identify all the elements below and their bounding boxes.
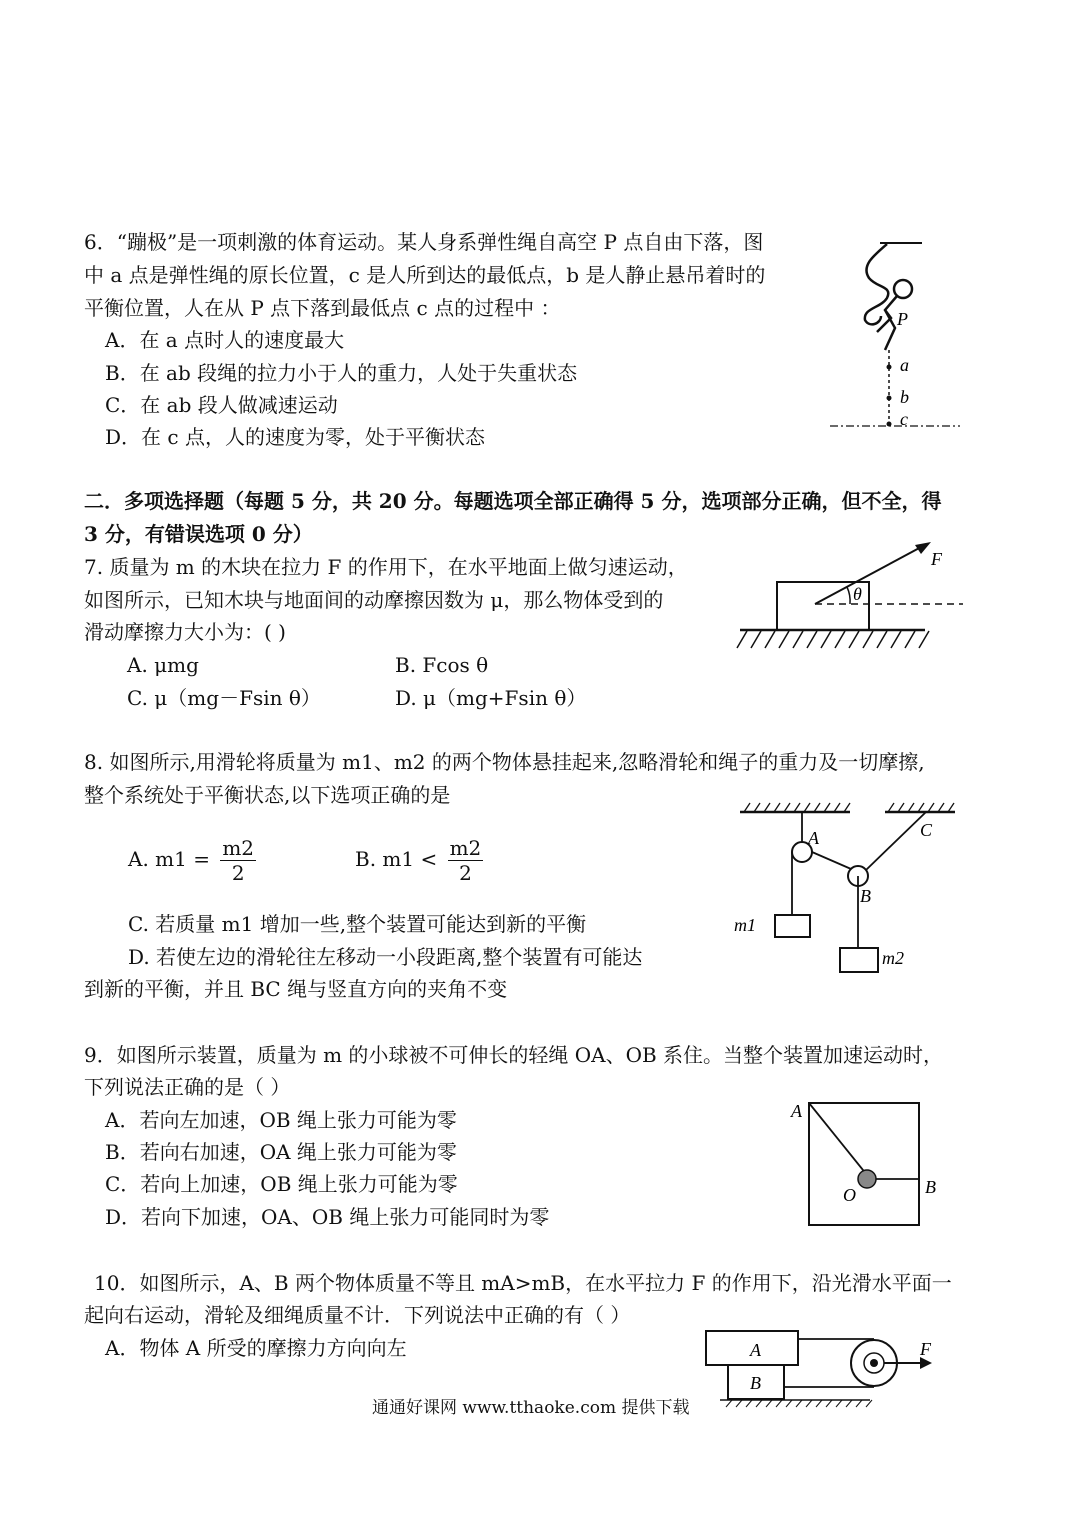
- q9-option-d: D．若向下加速，OA、OB 绳上张力可能同时为零: [105, 1205, 550, 1229]
- q6-line-3: 平衡位置，人在从 P 点下落到最低点 c 点的过程中 ：: [84, 296, 561, 320]
- section-2-heading-line-1: 二．多项选择题（每题 5 分，共 20 分。每题选项全部正确得 5 分，选项部分正确，但不全，得: [84, 489, 942, 513]
- q8-option-b-fraction: [448, 836, 484, 885]
- q10-blocks-figure: [700, 1325, 945, 1415]
- q7-line-3: 滑动摩擦力大小为：( ): [84, 620, 286, 644]
- q9-option-a: A．若向左加速，OB 绳上张力可能为零: [105, 1108, 457, 1132]
- label-B: B: [925, 1177, 936, 1197]
- q9-line-2: 下列说法正确的是（ ）: [84, 1075, 291, 1099]
- q10-option-a: A．物体 A 所受的摩擦力方向向左: [105, 1336, 407, 1360]
- label-A: A: [791, 1101, 802, 1121]
- q8-option-b-prefix: B. m1 <: [355, 847, 438, 871]
- q10-line-1: 10．如图所示，A、B 两个物体质量不等且 mA>mB，在水平拉力 F 的作用下，沿光滑水平面一: [94, 1271, 952, 1295]
- page-footer: 通通好课网 www.tthaoke.com 提供下载: [372, 1398, 690, 1418]
- label-B: B: [750, 1373, 761, 1393]
- q8-option-a-denominator: 2: [231, 861, 245, 885]
- q7-option-a: A. μmg: [127, 653, 199, 677]
- q8-option-a-fraction: [220, 836, 256, 885]
- label-c: c: [900, 409, 908, 429]
- q8-option-d-line-1: D. 若使左边的滑轮往左移动一小段距离,整个装置有可能达: [128, 945, 643, 969]
- section-2-heading-line-2: 3 分，有错误选项 0 分）: [84, 522, 313, 546]
- label-F: F: [931, 549, 942, 569]
- q8-option-a: [128, 834, 256, 885]
- q6-option-c: C．在 ab 段人做减速运动: [105, 393, 338, 417]
- q6-bungee-figure: [825, 236, 970, 436]
- q6-line-1: 6．“蹦极”是一项刺激的体育运动。某人身系弹性绳自高空 P 点自由下落，图: [84, 230, 764, 254]
- label-O: O: [843, 1185, 856, 1205]
- label-B: B: [860, 886, 871, 906]
- label-m2: m2: [882, 948, 904, 968]
- q7-option-b: B. Fcos θ: [395, 653, 489, 677]
- q7-block-figure: [735, 538, 975, 653]
- q8-option-b-denominator: 2: [459, 861, 472, 885]
- q9-option-b: B．若向右加速，OA 绳上张力可能为零: [105, 1140, 457, 1164]
- q8-line-2: 整个系统处于平衡状态,以下选项正确的是: [84, 783, 451, 807]
- label-theta: θ: [853, 584, 862, 604]
- q8-option-b-numerator: m2: [449, 836, 482, 860]
- q6-option-b: B．在 ab 段绳的拉力小于人的重力，人处于失重状态: [105, 361, 578, 385]
- q6-option-a: A．在 a 点时人的速度最大: [105, 328, 345, 352]
- q10-line-2: 起向右运动，滑轮及细绳质量不计．下列说法中正确的有（ ）: [84, 1303, 631, 1327]
- q8-option-c: C. 若质量 m1 增加一些,整个装置可能达到新的平衡: [128, 912, 587, 936]
- label-F: F: [920, 1339, 931, 1359]
- label-m1: m1: [734, 915, 756, 935]
- label-A: A: [750, 1340, 761, 1360]
- q9-option-c: C．若向上加速，OB 绳上张力可能为零: [105, 1172, 458, 1196]
- q7-line-1: 7. 质量为 m 的木块在拉力 F 的作用下，在水平地面上做匀速运动，: [84, 555, 688, 579]
- q8-option-a-prefix: A. m1 =: [128, 847, 210, 871]
- q7-line-2: 如图所示，已知木块与地面间的动摩擦因数为 μ，那么物体受到的: [84, 588, 664, 612]
- label-P: P: [897, 309, 908, 329]
- label-a: a: [900, 355, 909, 375]
- q8-option-b: [355, 834, 483, 885]
- q6-line-2: 中 a 点是弹性绳的原长位置，c 是人所到达的最低点，b 是人静止悬吊着时的: [84, 263, 766, 287]
- q8-option-d-line-2: 到新的平衡，并且 BC 绳与竖直方向的夹角不变: [84, 977, 508, 1001]
- q8-option-a-numerator: m2: [222, 836, 255, 860]
- q6-option-d: D．在 c 点，人的速度为零，处于平衡状态: [105, 425, 485, 449]
- q9-box-figure: [785, 1095, 936, 1230]
- label-b: b: [900, 387, 909, 407]
- q7-option-c: C. μ（mg－Fsin θ）: [127, 686, 321, 710]
- label-A: A: [808, 828, 819, 848]
- q7-option-d: D. μ（mg+Fsin θ）: [395, 686, 587, 710]
- q9-line-1: 9．如图所示装置，质量为 m 的小球被不可伸长的轻绳 OA、OB 系住。当整个装置加速运动时，: [84, 1043, 944, 1067]
- q8-pulley-figure: [730, 800, 965, 980]
- label-C: C: [920, 820, 933, 840]
- q8-line-1: 8. 如图所示,用滑轮将质量为 m1、m2 的两个物体悬挂起来,忽略滑轮和绳子的重力及一切摩擦,: [84, 750, 925, 774]
